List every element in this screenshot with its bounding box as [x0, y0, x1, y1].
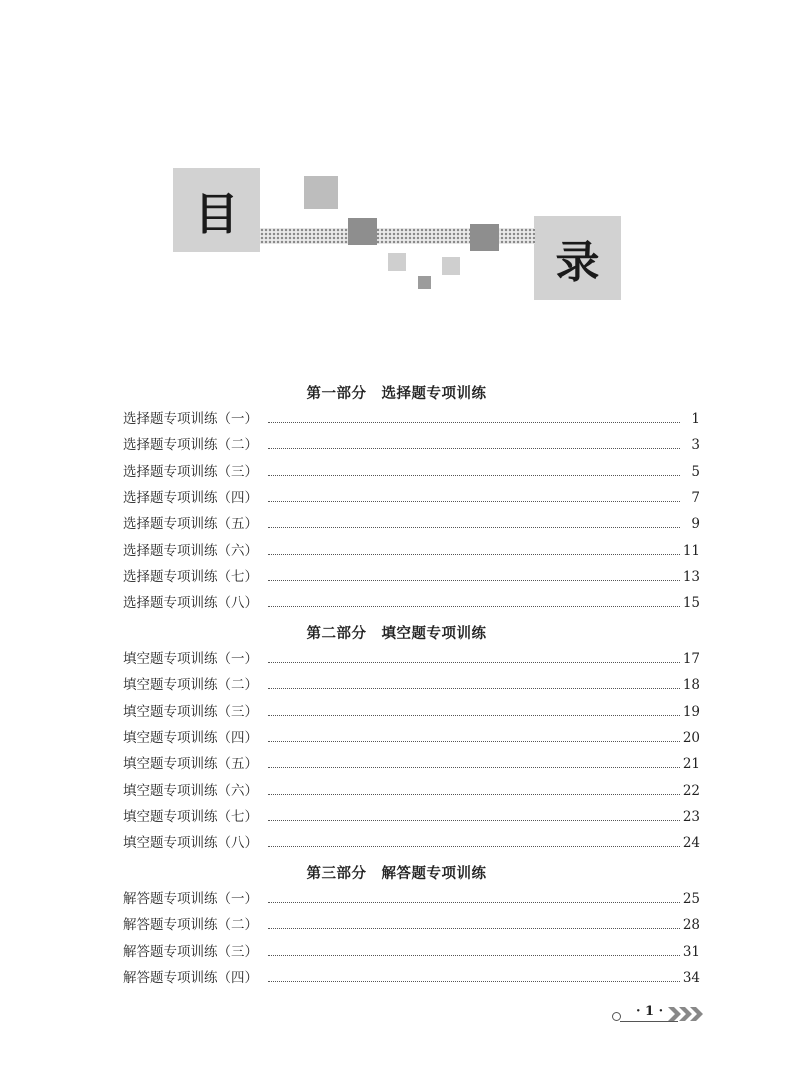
toc-entry-page: 15 — [682, 595, 700, 611]
dot-leader — [268, 767, 680, 768]
toc-entry-page: 7 — [691, 490, 700, 506]
title-char-right: 录 — [555, 237, 600, 288]
toc-entry-page: 23 — [682, 809, 700, 825]
toc-entry-label: 选择题专项训练（六） — [123, 543, 258, 559]
toc-entry-label: 填空题专项训练（二） — [123, 677, 258, 693]
toc-entry[interactable] — [123, 435, 700, 455]
toc-entry[interactable] — [123, 915, 700, 935]
section-title: 第一部分 选择题专项训练 — [306, 386, 487, 402]
toc-entry-page: 19 — [682, 704, 700, 720]
dot-leader — [268, 846, 680, 847]
title-block-left — [173, 168, 260, 252]
toc-entry-page: 17 — [682, 651, 700, 667]
toc-entry[interactable] — [123, 541, 700, 561]
toc-entry[interactable] — [123, 649, 700, 669]
toc-entry-label: 解答题专项训练（四） — [123, 970, 258, 986]
toc-entry-label: 解答题专项训练（一） — [123, 891, 258, 907]
page-number: · 1 · — [636, 1004, 664, 1019]
toc-entry-page: 1 — [691, 411, 700, 427]
toc-entry-label: 选择题专项训练（五） — [123, 516, 258, 532]
toc-entry-label: 选择题专项训练（八） — [123, 595, 258, 611]
toc-entry[interactable] — [123, 781, 700, 801]
chevrons-right-icon — [668, 1005, 708, 1023]
toc-entry-page: 13 — [682, 569, 700, 585]
deco-square — [348, 218, 377, 245]
toc-entry-label: 填空题专项训练（一） — [123, 651, 258, 667]
toc-entry-label: 填空题专项训练（三） — [123, 704, 258, 720]
toc-entry[interactable] — [123, 754, 700, 774]
dot-leader — [268, 741, 680, 742]
title-block-right — [534, 216, 621, 300]
toc-entry[interactable] — [123, 833, 700, 853]
toc-entry[interactable] — [123, 514, 700, 534]
section-title: 第二部分 填空题专项训练 — [306, 626, 487, 642]
toc-entry-label: 填空题专项训练（七） — [123, 809, 258, 825]
toc-entry-page: 9 — [691, 516, 700, 532]
toc-entry-page: 31 — [682, 944, 700, 960]
toc-entry-label: 填空题专项训练（四） — [123, 730, 258, 746]
deco-square — [388, 253, 406, 271]
toc-entry-page: 21 — [682, 756, 700, 772]
toc-entry[interactable] — [123, 807, 700, 827]
toc-entry-label: 解答题专项训练（三） — [123, 944, 258, 960]
toc-entry[interactable] — [123, 462, 700, 482]
toc-entry-page: 22 — [682, 783, 700, 799]
toc-entry-page: 5 — [691, 464, 700, 480]
section-title: 第三部分 解答题专项训练 — [306, 866, 487, 882]
toc-entry[interactable] — [123, 942, 700, 962]
toc-entry-page: 18 — [682, 677, 700, 693]
toc-entry-label: 解答题专项训练（二） — [123, 917, 258, 933]
toc-entry-page: 25 — [682, 891, 700, 907]
deco-square — [418, 276, 431, 289]
dot-leader — [268, 475, 680, 476]
toc-entry-page: 3 — [691, 437, 700, 453]
toc-entry[interactable] — [123, 728, 700, 748]
dot-leader — [268, 794, 680, 795]
dot-leader — [268, 606, 680, 607]
dot-leader — [268, 955, 680, 956]
toc-entry-page: 24 — [682, 835, 700, 851]
toc-entry-page: 34 — [682, 970, 700, 986]
toc-header-art — [0, 0, 793, 330]
toc-entry-label: 选择题专项训练（七） — [123, 569, 258, 585]
dot-leader — [268, 554, 680, 555]
dot-leader — [268, 580, 680, 581]
toc-entry[interactable] — [123, 593, 700, 613]
dot-leader — [268, 820, 680, 821]
dot-leader — [268, 981, 680, 982]
toc-entry-page: 20 — [682, 730, 700, 746]
toc-entry-label: 选择题专项训练（三） — [123, 464, 258, 480]
title-char-left: 目 — [194, 189, 239, 240]
dot-leader — [268, 715, 680, 716]
toc-entry[interactable] — [123, 675, 700, 695]
dot-leader — [268, 662, 680, 663]
toc-entry-label: 填空题专项训练（六） — [123, 783, 258, 799]
toc-entry[interactable] — [123, 702, 700, 722]
dot-leader — [268, 448, 680, 449]
toc-entry[interactable] — [123, 567, 700, 587]
dot-leader — [268, 902, 680, 903]
deco-square — [470, 224, 499, 251]
circle-ornament-icon — [612, 1012, 621, 1021]
toc-entry-page: 28 — [682, 917, 700, 933]
deco-square — [304, 176, 338, 209]
dot-leader — [268, 688, 680, 689]
dot-leader — [268, 527, 680, 528]
toc-entry[interactable] — [123, 409, 700, 429]
dot-leader — [268, 928, 680, 929]
toc-entry-label: 填空题专项训练（八） — [123, 835, 258, 851]
toc-entry[interactable] — [123, 488, 700, 508]
toc-entry-label: 填空题专项训练（五） — [123, 756, 258, 772]
dot-leader — [268, 422, 680, 423]
toc-entry-label: 选择题专项训练（二） — [123, 437, 258, 453]
page-footer — [610, 1002, 710, 1026]
toc-entry-label: 选择题专项训练（四） — [123, 490, 258, 506]
toc-entry[interactable] — [123, 889, 700, 909]
toc-entry-page: 11 — [682, 543, 700, 559]
dot-leader — [268, 501, 680, 502]
deco-square — [442, 257, 460, 275]
toc-entry[interactable] — [123, 968, 700, 988]
toc-entry-label: 选择题专项训练（一） — [123, 411, 258, 427]
